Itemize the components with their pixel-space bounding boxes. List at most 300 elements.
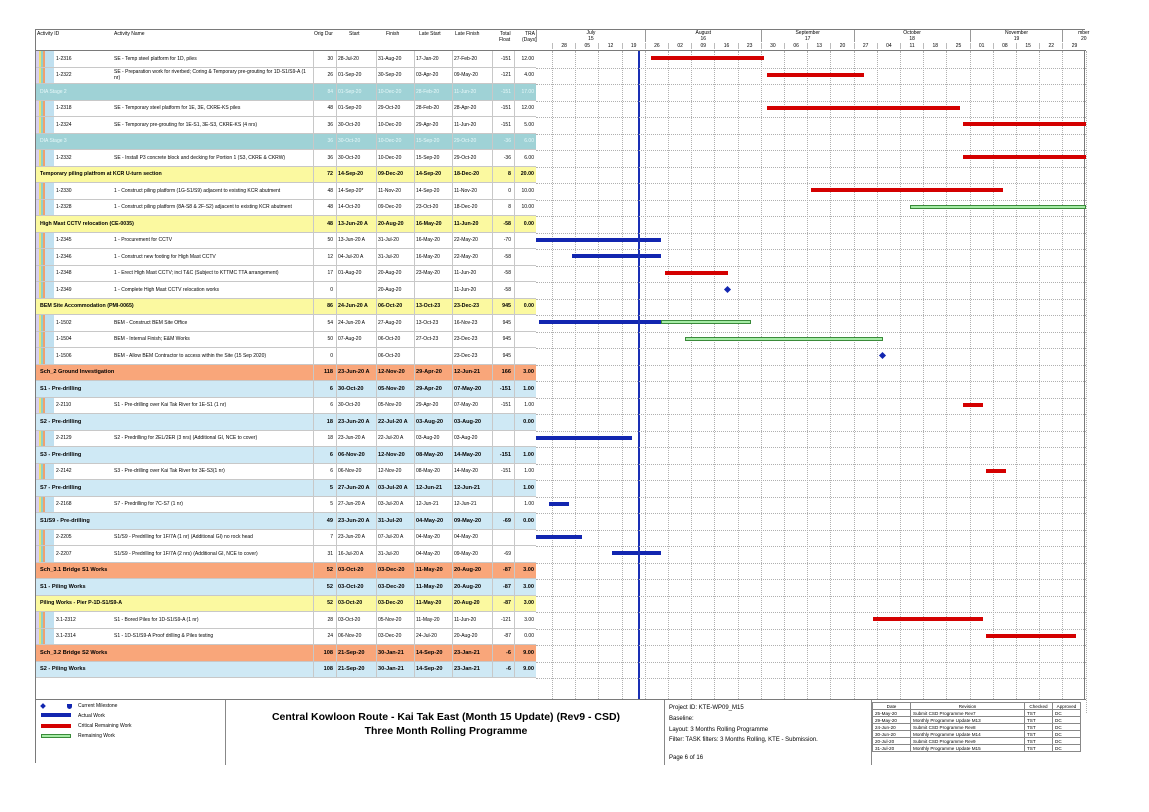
activity-name: S1/S9 - Pre-drilling <box>40 517 90 524</box>
column-divider <box>336 299 337 315</box>
late-finish: 27-Feb-20 <box>454 55 478 62</box>
finish-date: 22-Jul-20 A <box>378 435 404 442</box>
row-gridline <box>536 431 1086 432</box>
column-divider <box>414 167 415 183</box>
orig-dur: 7 <box>330 534 333 541</box>
tra-days: 10.00 <box>521 204 534 211</box>
late-start: 29-Apr-20 <box>416 121 439 128</box>
column-divider <box>514 612 515 628</box>
activity-name: SE - Install P3 concrete block and decking for Portion 1 (S3, CKRE & CKRW) <box>114 154 286 161</box>
start-date: 01-Aug-20 <box>338 270 362 277</box>
critical-remaining-bar[interactable] <box>811 188 1003 192</box>
late-finish: 29-Oct-20 <box>454 138 477 145</box>
critical-remaining-bar[interactable] <box>963 122 1086 126</box>
late-start: 28-Feb-20 <box>416 88 440 95</box>
row-gridline <box>536 282 1086 283</box>
rev-approved: DC <box>1053 710 1081 717</box>
column-divider <box>452 596 453 612</box>
late-start: 14-Sep-20 <box>416 666 443 673</box>
wbs-stripe <box>36 249 54 265</box>
start-date: 23-Jun-20 A <box>338 435 365 442</box>
wbs-stripe <box>36 266 54 282</box>
column-divider <box>452 662 453 678</box>
column-divider <box>313 480 314 496</box>
column-divider <box>492 365 493 381</box>
column-divider <box>492 150 493 166</box>
total-float: 945 <box>502 319 511 326</box>
column-divider <box>492 117 493 133</box>
total-float: -151 <box>500 88 511 95</box>
late-start: 12-Jun-21 <box>416 484 443 491</box>
column-divider <box>414 563 415 579</box>
column-divider <box>414 68 415 84</box>
late-finish: 03-Aug-20 <box>454 418 482 425</box>
activity-name: 1 - Erect High Mast CCTV; incl T&C (Subject to KTTMC TTA arrangement) <box>114 270 279 277</box>
late-finish: 18-Dec-20 <box>454 171 480 178</box>
column-divider <box>514 315 515 331</box>
row-cells <box>36 200 536 217</box>
start-date: 28-Jul-20 <box>338 55 359 62</box>
column-divider <box>313 51 314 67</box>
column-divider <box>414 579 415 595</box>
start-date: 24-Jun-20 A <box>338 303 368 310</box>
orig-dur: 48 <box>327 105 333 112</box>
row-gridline <box>536 497 1086 498</box>
row-cells <box>36 249 536 266</box>
column-divider <box>414 216 415 232</box>
activity-id: 1-2332 <box>56 154 72 161</box>
late-finish: 09-May-20 <box>454 72 478 79</box>
wbs-stripe <box>36 315 54 331</box>
column-divider <box>313 183 314 199</box>
column-divider <box>414 101 415 117</box>
timescale-week: 04 <box>877 43 900 49</box>
finish-date: 31-Jul-20 <box>378 253 399 260</box>
row-cells <box>36 563 536 580</box>
row-gridline <box>536 464 1086 465</box>
column-divider <box>313 381 314 397</box>
start-date: 14-Oct-20 <box>338 204 361 211</box>
row-cells <box>36 117 536 134</box>
tra-days: 12.00 <box>521 55 534 62</box>
rev-approved: DC <box>1053 731 1081 738</box>
total-float: 945 <box>502 352 511 359</box>
timescale-week: 02 <box>668 43 691 49</box>
column-divider <box>376 662 377 678</box>
finish-date: 11-Nov-20 <box>378 187 401 194</box>
row-cells <box>36 662 536 679</box>
column-divider <box>452 282 453 298</box>
tra-days: 17.00 <box>521 88 534 95</box>
row-gridline <box>536 480 1086 481</box>
row-gridline <box>536 249 1086 250</box>
col-activity-id[interactable]: Activity ID <box>37 31 60 37</box>
col-orig-dur[interactable]: Orig Dur <box>314 31 333 37</box>
column-divider <box>452 497 453 513</box>
column-divider <box>313 282 314 298</box>
column-divider <box>376 233 377 249</box>
row-cells <box>36 579 536 596</box>
row-gridline <box>536 629 1086 630</box>
wbs-stripe <box>36 183 54 199</box>
rev-date: 31-Jul-20 <box>873 745 911 752</box>
critical-remaining-bar[interactable] <box>873 617 982 621</box>
finish-date: 03-Dec-20 <box>378 633 402 640</box>
milestone-marker[interactable] <box>724 286 731 293</box>
tra-days: 12.00 <box>521 105 534 112</box>
actual-work-bar[interactable] <box>536 535 582 539</box>
finish-date: 20-Aug-20 <box>378 286 402 293</box>
column-divider <box>336 266 337 282</box>
column-divider <box>313 414 314 430</box>
activity-id: 1-2318 <box>56 105 72 112</box>
orig-dur: 54 <box>327 319 333 326</box>
wbs-stripe <box>36 117 54 133</box>
timescale-month-number: 15 <box>536 36 645 42</box>
activity-id: 1-2348 <box>56 270 72 277</box>
start-date: 30-Oct-20 <box>338 121 361 128</box>
timescale-week: 06 <box>784 43 807 49</box>
column-divider <box>376 365 377 381</box>
activity-id: 2-2142 <box>56 468 72 475</box>
activity-id: 1-2345 <box>56 237 72 244</box>
critical-remaining-bar[interactable] <box>665 271 728 275</box>
orig-dur: 24 <box>327 633 333 640</box>
start-date: 23-Jun-20 A <box>338 534 365 541</box>
column-divider <box>414 150 415 166</box>
critical-remaining-bar[interactable] <box>986 469 1006 473</box>
row-cells <box>36 480 536 497</box>
activity-name: S1 - Pre-drilling <box>40 385 82 392</box>
activity-name: High Mast CCTV relocation (CE-0035) <box>40 220 134 227</box>
late-start: 23-May-20 <box>416 270 440 277</box>
actual-work-bar[interactable] <box>536 238 661 242</box>
column-divider <box>514 645 515 661</box>
column-divider <box>452 530 453 546</box>
column-divider <box>313 596 314 612</box>
legend-remaining-work: Remaining Work <box>78 733 115 739</box>
rev-head-checked: Checked <box>1025 703 1053 710</box>
finish-date: 06-Oct-20 <box>378 303 403 310</box>
row-cells <box>36 299 536 316</box>
actual-work-bar[interactable] <box>549 502 569 506</box>
row-cells <box>36 150 536 167</box>
column-divider <box>414 431 415 447</box>
remaining-work-bar[interactable] <box>661 320 750 324</box>
column-divider <box>452 68 453 84</box>
rev-date: 29-May-20 <box>873 717 911 724</box>
late-start: 03-Apr-20 <box>416 72 439 79</box>
critical-remaining-bar[interactable] <box>963 403 983 407</box>
column-divider <box>414 266 415 282</box>
column-divider <box>514 579 515 595</box>
late-start: 29-Apr-20 <box>416 402 439 409</box>
row-cells <box>36 381 536 398</box>
critical-remaining-bar[interactable] <box>986 634 1075 638</box>
column-divider <box>514 200 515 216</box>
orig-dur: 17 <box>327 270 333 277</box>
tra-days: 1.00 <box>524 468 534 475</box>
column-divider <box>414 629 415 645</box>
col-late-start[interactable]: Late Start <box>419 31 441 37</box>
tra-days: 1.00 <box>523 451 534 458</box>
activity-id: 1-1502 <box>56 319 72 326</box>
column-divider <box>492 134 493 150</box>
tra-days: 0.00 <box>523 418 534 425</box>
row-gridline <box>536 414 1086 415</box>
total-float: -69 <box>502 517 511 524</box>
column-divider <box>452 101 453 117</box>
late-finish: 23-Dec-23 <box>454 352 478 359</box>
activity-name: 1 - Procurement for CCTV <box>114 237 173 244</box>
orig-dur: 50 <box>327 336 333 343</box>
timescale-week: 29 <box>1062 43 1085 49</box>
row-cells <box>36 530 536 547</box>
late-start: 14-Sep-20 <box>416 171 442 178</box>
orig-dur: 5 <box>329 484 333 491</box>
row-cells <box>36 84 536 101</box>
wbs-stripe <box>36 68 54 84</box>
late-finish: 11-Jun-20 <box>454 220 479 227</box>
column-divider <box>452 645 453 661</box>
row-gridline <box>536 563 1086 564</box>
start-date: 01-Sep-20 <box>338 88 362 95</box>
wbs-stripe <box>36 233 54 249</box>
rev-head-date: Date <box>873 703 911 710</box>
col-tra[interactable]: TRA <box>525 31 535 37</box>
late-start: 08-May-20 <box>416 468 440 475</box>
column-divider <box>492 398 493 414</box>
column-divider <box>313 233 314 249</box>
start-date: 14-Sep-20 <box>338 171 364 178</box>
column-divider <box>492 282 493 298</box>
orig-dur: 48 <box>327 187 333 194</box>
column-divider <box>492 233 493 249</box>
column-divider <box>313 315 314 331</box>
activity-name: Sch_2 Ground Investigation <box>40 369 115 376</box>
activity-name: S3 - Pre-drilling <box>40 451 82 458</box>
finish-date: 31-Jul-20 <box>378 550 399 557</box>
timescale-week: 01 <box>970 43 993 49</box>
row-cells <box>36 183 536 200</box>
col-total-float[interactable]: Total <box>500 31 511 37</box>
critical-remaining-bar[interactable] <box>963 155 1086 159</box>
orig-dur: 72 <box>327 171 333 178</box>
activity-id: 1-2324 <box>56 121 72 128</box>
late-finish: 20-Aug-20 <box>454 633 478 640</box>
late-start: 16-May-20 <box>416 253 440 260</box>
late-finish: 23-Jan-21 <box>454 649 480 656</box>
total-float: -58 <box>503 220 511 227</box>
column-divider <box>452 612 453 628</box>
activity-name: SE - Temp steel platform for 1D, piles <box>114 55 197 62</box>
revision-header-row <box>873 703 1081 710</box>
orig-dur: 52 <box>326 583 333 590</box>
column-divider <box>414 315 415 331</box>
column-divider <box>414 546 415 562</box>
critical-remaining-bar[interactable] <box>651 56 764 60</box>
actual-work-bar[interactable] <box>612 551 662 555</box>
start-date: 01-Sep-20 <box>338 72 362 79</box>
column-divider <box>492 68 493 84</box>
orig-dur: 108 <box>323 649 333 656</box>
legend-critical-remaining: Critical Remaining Work <box>78 723 132 729</box>
tra-days: 6.00 <box>524 138 534 145</box>
finish-date: 03-Jul-20 A <box>378 484 408 491</box>
remaining-work-bar[interactable] <box>910 205 1086 209</box>
tra-days: 20.00 <box>520 171 534 178</box>
actual-work-bar[interactable] <box>572 254 661 258</box>
timescale-week: 25 <box>946 43 969 49</box>
column-divider <box>336 645 337 661</box>
activity-name: Temporary piling platfrom at KCR U-turn section <box>40 171 162 178</box>
activity-name: S1 - Pre-drilling over Kai Tak River for 1E-S1 (1 nr) <box>114 402 227 409</box>
column-divider <box>336 629 337 645</box>
legend-actual-work: Actual Work <box>78 713 105 719</box>
total-float: 166 <box>501 369 511 376</box>
start-date: 30-Oct-20 <box>338 385 364 392</box>
column-divider <box>376 332 377 348</box>
actual-work-bar[interactable] <box>536 436 632 440</box>
total-float: -151 <box>500 105 511 112</box>
row-gridline <box>536 579 1086 580</box>
tra-days: 4.00 <box>524 72 534 79</box>
critical-remaining-swatch <box>41 724 71 728</box>
row-cells <box>36 101 536 118</box>
col-start[interactable]: Start <box>349 31 360 37</box>
column-divider <box>452 332 453 348</box>
row-cells <box>36 332 536 349</box>
activity-id: 1-2330 <box>56 187 72 194</box>
rev-date: 30-Jun-20 <box>873 731 911 738</box>
row-gridline <box>536 612 1086 613</box>
critical-remaining-bar[interactable] <box>767 73 863 77</box>
column-divider <box>514 381 515 397</box>
timescale-week: 20 <box>830 43 853 49</box>
activity-name: Sch_3.1 Bridge S1 Works <box>40 567 108 574</box>
rev-text: Monthly Programme Update M14 <box>911 731 1025 738</box>
row-gridline <box>536 216 1086 217</box>
total-float: -151 <box>499 385 511 392</box>
rev-text: Monthly Programme Update M15 <box>911 745 1025 752</box>
start-date: 06-Nov-20 <box>338 633 362 640</box>
finish-date: 03-Dec-20 <box>378 600 404 607</box>
column-divider <box>492 51 493 67</box>
col-late-finish[interactable]: Late Finish <box>455 31 480 37</box>
current-milestone-icon <box>67 704 72 709</box>
column-divider <box>313 216 314 232</box>
row-gridline <box>536 266 1086 267</box>
late-start: 14-Sep-20 <box>416 187 440 194</box>
finish-date: 07-Jul-20 A <box>378 534 404 541</box>
column-divider <box>414 497 415 513</box>
tra-days: 10.00 <box>521 187 534 194</box>
finish-date: 30-Sep-20 <box>378 72 402 79</box>
project-id: Project ID: KTE-WP09_M15 <box>669 705 744 711</box>
column-divider <box>414 398 415 414</box>
column-divider <box>514 398 515 414</box>
column-divider <box>452 414 453 430</box>
start-date: 30-Oct-20 <box>338 402 361 409</box>
orig-dur: 30 <box>327 55 333 62</box>
late-finish: 11-Jun-20 <box>454 121 477 128</box>
total-float: -36 <box>503 138 511 145</box>
column-divider <box>376 381 377 397</box>
row-cells <box>36 51 536 68</box>
col-activity-name[interactable]: Activity Name <box>114 31 145 37</box>
column-divider <box>336 117 337 133</box>
row-gridline <box>536 134 1086 135</box>
column-divider <box>336 101 337 117</box>
start-date: 30-Oct-20 <box>338 138 361 145</box>
row-gridline <box>536 662 1086 663</box>
milestone-marker[interactable] <box>879 352 886 359</box>
orig-dur: 26 <box>327 72 333 79</box>
project-info <box>664 700 872 765</box>
timescale-week: 16 <box>714 43 737 49</box>
column-divider <box>336 447 337 463</box>
activity-name: 1 - Construct new footing for High Mast CCTV <box>114 253 216 260</box>
column-divider <box>376 414 377 430</box>
tra-days: 1.00 <box>523 385 534 392</box>
column-divider <box>313 447 314 463</box>
late-finish: 23-Dec-23 <box>454 303 480 310</box>
finish-date: 10-Dec-20 <box>378 138 402 145</box>
start-date: 23-Jun-20 A <box>338 418 370 425</box>
finish-date: 10-Dec-20 <box>378 154 402 161</box>
baseline: Baseline: <box>669 716 694 722</box>
timescale-month: October <box>854 30 970 36</box>
critical-remaining-bar[interactable] <box>767 106 959 110</box>
column-divider <box>414 84 415 100</box>
orig-dur: 18 <box>327 435 333 442</box>
column-divider <box>376 315 377 331</box>
row-cells <box>36 414 536 431</box>
actual-work-bar[interactable] <box>539 320 662 324</box>
column-divider <box>492 414 493 430</box>
timescale-month: mber <box>1062 30 1104 36</box>
orig-dur: 6 <box>330 468 333 475</box>
legend <box>36 700 226 765</box>
column-divider <box>492 579 493 595</box>
total-float: -69 <box>503 550 511 557</box>
column-divider <box>492 299 493 315</box>
remaining-work-bar[interactable] <box>685 337 884 341</box>
row-cells <box>36 464 536 481</box>
orig-dur: 6 <box>330 402 333 409</box>
finish-date: 27-Aug-20 <box>378 319 402 326</box>
column-divider <box>492 596 493 612</box>
row-gridline <box>536 678 1086 679</box>
column-divider <box>313 84 314 100</box>
revision-table <box>872 702 1081 752</box>
column-divider <box>376 579 377 595</box>
column-divider <box>414 348 415 364</box>
timescale-month-number: 17 <box>761 36 854 42</box>
column-divider <box>376 629 377 645</box>
col-finish[interactable]: Finish <box>386 31 400 37</box>
row-cells <box>36 629 536 646</box>
column-divider <box>376 84 377 100</box>
late-finish: 20-Aug-20 <box>454 600 480 607</box>
column-divider <box>336 183 337 199</box>
activity-name: S7 - Pre-drilling <box>40 484 82 491</box>
start-date: 03-Oct-20 <box>338 600 363 607</box>
total-float: -70 <box>503 237 511 244</box>
timescale-month: November <box>970 30 1063 36</box>
late-start: 28-Feb-20 <box>416 105 440 112</box>
total-float: 945 <box>502 303 511 310</box>
